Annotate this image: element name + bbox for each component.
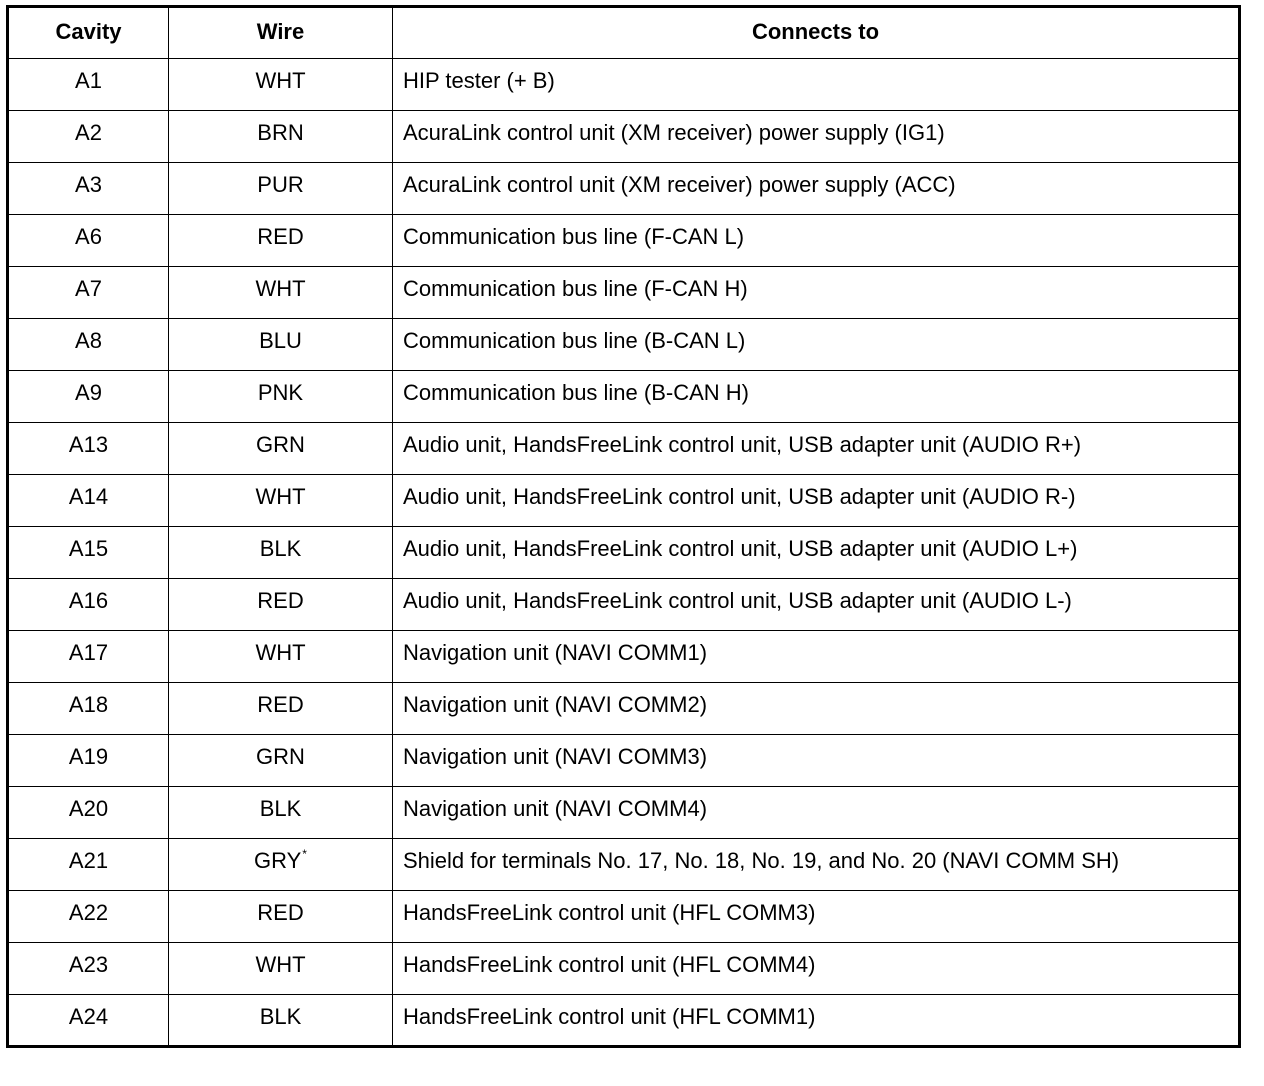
wire-cell: PNK	[169, 371, 393, 423]
cavity-cell: A3	[8, 163, 169, 215]
cavity-cell: A2	[8, 111, 169, 163]
table-row	[8, 787, 1240, 839]
cavity-cell: A15	[8, 527, 169, 579]
connects-to-cell: Navigation unit (NAVI COMM4)	[393, 787, 1240, 839]
table-row	[8, 111, 1240, 163]
wire-cell	[169, 839, 393, 891]
connects-to-cell: Navigation unit (NAVI COMM3)	[393, 735, 1240, 787]
cavity-cell: A24	[8, 995, 169, 1047]
cavity-cell: A17	[8, 631, 169, 683]
column-header-wire: Wire	[169, 7, 393, 59]
table-row	[8, 579, 1240, 631]
wire-cell: RED	[169, 891, 393, 943]
footnote-marker: *	[302, 847, 307, 861]
table-row	[8, 839, 1240, 891]
table-row	[8, 59, 1240, 111]
cavity-cell: A6	[8, 215, 169, 267]
cavity-cell: A23	[8, 943, 169, 995]
table-row	[8, 163, 1240, 215]
connects-to-cell: AcuraLink control unit (XM receiver) power supply (ACC)	[393, 163, 1240, 215]
table-header-row	[8, 7, 1240, 59]
connects-to-cell: Navigation unit (NAVI COMM2)	[393, 683, 1240, 735]
wire-cell: BLU	[169, 319, 393, 371]
wire-cell: WHT	[169, 631, 393, 683]
connects-to-cell: Communication bus line (F-CAN H)	[393, 267, 1240, 319]
table-row	[8, 995, 1240, 1047]
table-row	[8, 943, 1240, 995]
wire-cell: WHT	[169, 943, 393, 995]
cavity-cell: A1	[8, 59, 169, 111]
connects-to-cell: Communication bus line (B-CAN H)	[393, 371, 1240, 423]
table-row	[8, 371, 1240, 423]
connects-to-cell: HIP tester (+ B)	[393, 59, 1240, 111]
wire-cell: GRN	[169, 735, 393, 787]
cavity-cell: A20	[8, 787, 169, 839]
wire-cell: BRN	[169, 111, 393, 163]
wire-cell: PUR	[169, 163, 393, 215]
connects-to-cell: Communication bus line (B-CAN L)	[393, 319, 1240, 371]
cavity-cell: A22	[8, 891, 169, 943]
table-row	[8, 475, 1240, 527]
wire-cell: RED	[169, 683, 393, 735]
wire-cell: GRN	[169, 423, 393, 475]
table-row	[8, 683, 1240, 735]
table-row	[8, 735, 1240, 787]
connects-to-cell: Navigation unit (NAVI COMM1)	[393, 631, 1240, 683]
wire-cell: RED	[169, 579, 393, 631]
connects-to-cell: Communication bus line (F-CAN L)	[393, 215, 1240, 267]
wire-cell: BLK	[169, 995, 393, 1047]
connects-to-cell: Shield for terminals No. 17, No. 18, No. 19, and No. 20 (NAVI COMM SH)	[393, 839, 1240, 891]
wire-cell: BLK	[169, 527, 393, 579]
connects-to-cell: Audio unit, HandsFreeLink control unit, USB adapter unit (AUDIO R+)	[393, 423, 1240, 475]
table-row	[8, 423, 1240, 475]
table-row	[8, 267, 1240, 319]
column-header-connects-to: Connects to	[393, 7, 1240, 59]
connects-to-cell: HandsFreeLink control unit (HFL COMM3)	[393, 891, 1240, 943]
connects-to-cell: HandsFreeLink control unit (HFL COMM1)	[393, 995, 1240, 1047]
connects-to-cell: Audio unit, HandsFreeLink control unit, USB adapter unit (AUDIO L+)	[393, 527, 1240, 579]
cavity-cell: A14	[8, 475, 169, 527]
table-row	[8, 527, 1240, 579]
table-row	[8, 319, 1240, 371]
wire-cell: WHT	[169, 267, 393, 319]
cavity-cell: A19	[8, 735, 169, 787]
wire-cell: WHT	[169, 475, 393, 527]
cavity-cell: A18	[8, 683, 169, 735]
connects-to-cell: HandsFreeLink control unit (HFL COMM4)	[393, 943, 1240, 995]
connector-pinout-table	[6, 5, 1241, 1048]
wire-code: GRY	[254, 848, 302, 873]
cavity-cell: A9	[8, 371, 169, 423]
connects-to-cell: Audio unit, HandsFreeLink control unit, USB adapter unit (AUDIO R-)	[393, 475, 1240, 527]
cavity-cell: A21	[8, 839, 169, 891]
table-row	[8, 215, 1240, 267]
connector-pinout-table-container	[6, 5, 1238, 1048]
cavity-cell: A13	[8, 423, 169, 475]
cavity-cell: A16	[8, 579, 169, 631]
cavity-cell: A7	[8, 267, 169, 319]
wire-cell: RED	[169, 215, 393, 267]
wire-cell: BLK	[169, 787, 393, 839]
column-header-cavity: Cavity	[8, 7, 169, 59]
connects-to-cell: Audio unit, HandsFreeLink control unit, USB adapter unit (AUDIO L-)	[393, 579, 1240, 631]
table-row	[8, 631, 1240, 683]
wire-cell: WHT	[169, 59, 393, 111]
connects-to-cell: AcuraLink control unit (XM receiver) power supply (IG1)	[393, 111, 1240, 163]
table-row	[8, 891, 1240, 943]
cavity-cell: A8	[8, 319, 169, 371]
